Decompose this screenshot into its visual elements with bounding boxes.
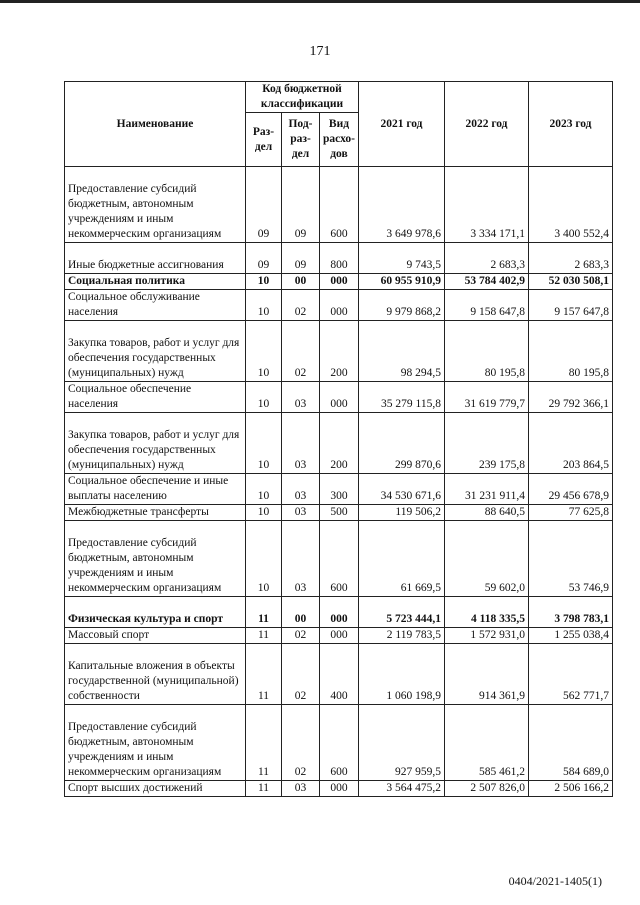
cell-name: Социальная политика [65,274,246,290]
cell-s: 11 [246,628,282,644]
cell-s: 10 [246,505,282,521]
cell-p: 00 [282,597,320,628]
table-row [65,628,613,644]
cell-c: 29 792 366,1 [528,382,612,413]
cell-v: 000 [320,597,359,628]
table-row [65,474,613,505]
cell-s: 10 [246,274,282,290]
cell-b: 1 572 931,0 [444,628,528,644]
cell-p: 03 [282,474,320,505]
cell-v: 300 [320,474,359,505]
cell-v: 600 [320,521,359,597]
cell-a: 1 060 198,9 [358,644,444,705]
cell-v: 800 [320,243,359,274]
cell-b: 4 118 335,5 [444,597,528,628]
cell-c: 2 683,3 [528,243,612,274]
cell-c: 77 625,8 [528,505,612,521]
cell-b: 2 683,3 [444,243,528,274]
cell-b: 31 619 779,7 [444,382,528,413]
cell-name: Социальное обслуживание населения [65,290,246,321]
cell-s: 10 [246,382,282,413]
cell-a: 119 506,2 [358,505,444,521]
cell-name: Предоставление субсидий бюджетным, автономным учреждениям и иным некоммерческим организациям [65,167,246,243]
cell-b: 80 195,8 [444,321,528,382]
cell-name: Предоставление субсидий бюджетным, автономным учреждениям и иным некоммерческим организациям [65,705,246,781]
cell-name: Массовый спорт [65,628,246,644]
cell-name: Социальное обеспечение населения [65,382,246,413]
cell-p: 03 [282,505,320,521]
cell-s: 10 [246,321,282,382]
cell-a: 5 723 444,1 [358,597,444,628]
cell-c: 29 456 678,9 [528,474,612,505]
table-row [65,290,613,321]
cell-v: 500 [320,505,359,521]
cell-v: 200 [320,413,359,474]
cell-p: 03 [282,382,320,413]
cell-name: Спорт высших достижений [65,781,246,797]
cell-p: 02 [282,290,320,321]
cell-s: 09 [246,167,282,243]
header-2022: 2022 год [444,82,528,167]
cell-v: 600 [320,167,359,243]
document-code: 0404/2021-1405(1) [508,874,602,888]
cell-name: Социальное обеспечение и иные выплаты населению [65,474,246,505]
cell-v: 000 [320,290,359,321]
cell-p: 02 [282,705,320,781]
cell-c: 584 689,0 [528,705,612,781]
header-subsection: Под-раз-дел [282,113,320,167]
cell-b: 53 784 402,9 [444,274,528,290]
cell-a: 61 669,5 [358,521,444,597]
cell-c: 9 157 647,8 [528,290,612,321]
budget-table [64,81,613,797]
table-row [65,597,613,628]
cell-b: 9 158 647,8 [444,290,528,321]
cell-c: 3 798 783,1 [528,597,612,628]
cell-b: 914 361,9 [444,644,528,705]
table-row [65,321,613,382]
cell-b: 585 461,2 [444,705,528,781]
cell-a: 299 870,6 [358,413,444,474]
cell-name: Физическая культура и спорт [65,597,246,628]
cell-p: 02 [282,321,320,382]
cell-a: 34 530 671,6 [358,474,444,505]
cell-a: 35 279 115,8 [358,382,444,413]
cell-b: 88 640,5 [444,505,528,521]
cell-b: 239 175,8 [444,413,528,474]
cell-name: Иные бюджетные ассигнования [65,243,246,274]
cell-name: Предоставление субсидий бюджетным, автономным учреждениям и иным некоммерческим организациям [65,521,246,597]
cell-c: 562 771,7 [528,644,612,705]
table-row [65,413,613,474]
cell-s: 11 [246,705,282,781]
top-border-line [0,0,640,3]
header-expense-type: Вид расхо-дов [320,113,359,167]
cell-v: 200 [320,321,359,382]
cell-s: 10 [246,521,282,597]
table-row [65,382,613,413]
header-2021: 2021 год [358,82,444,167]
cell-p: 03 [282,781,320,797]
cell-s: 10 [246,290,282,321]
cell-c: 3 400 552,4 [528,167,612,243]
table-row [65,243,613,274]
cell-b: 2 507 826,0 [444,781,528,797]
cell-b: 3 334 171,1 [444,167,528,243]
table-row [65,274,613,290]
cell-a: 98 294,5 [358,321,444,382]
cell-c: 1 255 038,4 [528,628,612,644]
cell-a: 3 649 978,6 [358,167,444,243]
table-row [65,167,613,243]
cell-p: 00 [282,274,320,290]
cell-p: 02 [282,644,320,705]
cell-name: Межбюджетные трансферты [65,505,246,521]
cell-name: Закупка товаров, работ и услуг для обеспечения государственных (муниципальных) нужд [65,413,246,474]
cell-s: 11 [246,597,282,628]
cell-b: 31 231 911,4 [444,474,528,505]
cell-c: 2 506 166,2 [528,781,612,797]
cell-a: 9 979 868,2 [358,290,444,321]
cell-name: Капитальные вложения в объекты государственной (муниципальной) собственности [65,644,246,705]
cell-c: 80 195,8 [528,321,612,382]
cell-a: 60 955 910,9 [358,274,444,290]
cell-s: 10 [246,413,282,474]
header-code-group: Код бюджетной классификации [246,82,359,113]
cell-v: 000 [320,628,359,644]
cell-s: 11 [246,644,282,705]
page-number: 171 [309,44,331,59]
cell-a: 927 959,5 [358,705,444,781]
cell-v: 400 [320,644,359,705]
cell-name: Закупка товаров, работ и услуг для обеспечения государственных (муниципальных) нужд [65,321,246,382]
cell-c: 53 746,9 [528,521,612,597]
cell-s: 10 [246,474,282,505]
table-row [65,644,613,705]
table-body [65,167,613,797]
cell-b: 59 602,0 [444,521,528,597]
header-name: Наименование [65,82,246,167]
cell-p: 03 [282,521,320,597]
cell-a: 2 119 783,5 [358,628,444,644]
table-row [65,781,613,797]
table-row [65,705,613,781]
cell-c: 203 864,5 [528,413,612,474]
cell-s: 09 [246,243,282,274]
table-row [65,521,613,597]
cell-p: 09 [282,167,320,243]
cell-v: 000 [320,781,359,797]
cell-p: 02 [282,628,320,644]
cell-p: 03 [282,413,320,474]
cell-c: 52 030 508,1 [528,274,612,290]
header-section: Раз-дел [246,113,282,167]
cell-v: 600 [320,705,359,781]
cell-v: 000 [320,382,359,413]
header-2023: 2023 год [528,82,612,167]
cell-v: 000 [320,274,359,290]
cell-p: 09 [282,243,320,274]
cell-a: 9 743,5 [358,243,444,274]
cell-a: 3 564 475,2 [358,781,444,797]
table-row [65,505,613,521]
cell-s: 11 [246,781,282,797]
